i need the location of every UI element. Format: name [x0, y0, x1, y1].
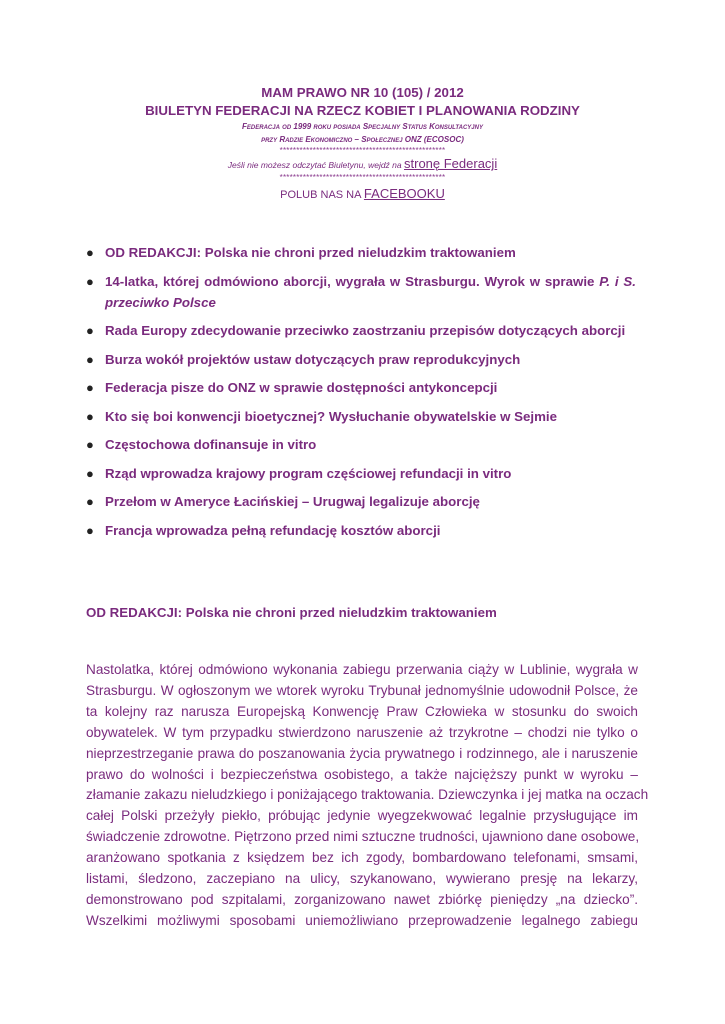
table-of-contents	[86, 242, 636, 548]
bullet-icon: ●	[86, 465, 94, 481]
facebook-link[interactable]: FACEBOOKU	[363, 186, 445, 201]
article-line: prawo do wolności i bezpieczeństwa osobistego, a także najcięższy punkt w wyroku –	[86, 766, 638, 782]
bullet-icon: ●	[86, 323, 94, 338]
article-line: obywatelek. W tym przypadku stwierdzono naruszenie aż trzykrotne – chodzi nie tylko o	[86, 724, 638, 740]
article-line: Wszelkimi możliwymi sposobami uniemożliwiano przeprowadzenie legalnego zabiegu	[86, 912, 638, 928]
toc-item-text: Kto się boi konwencji bioetycznej? Wysłuchanie obywatelskie w Sejmie	[105, 408, 557, 424]
facebook-promo	[0, 185, 725, 204]
toc-item[interactable]	[86, 406, 636, 427]
toc-item-text: OD REDAKCJI: Polska nie chroni przed nieludzkim traktowaniem	[105, 245, 516, 260]
status-line-1: Federacja od 1999 roku posiada Specjalny Status Konsultacyjny	[242, 122, 483, 131]
bulletin-subtitle: BIULETYN FEDERACJI NA RZECZ KOBIET I PLANOWANIA RODZINY	[145, 103, 580, 118]
toc-item-text: Częstochowa dofinansuje in vitro	[105, 437, 317, 452]
article-line: aranżowano spotkania z księdzem bez ich zgody, bombardowano telefonami, smsami,	[86, 850, 638, 866]
bullet-icon: ●	[86, 380, 94, 395]
bullet-icon: ●	[86, 245, 94, 260]
article-line: listami, śledzono, zaczepiano na ulicy, szykanowano, wywierano presję na lekarzy,	[86, 871, 638, 887]
article-line: złamanie zakazu nieludzkiego i poniżającego traktowania. Dziewczynka i jej matka na oczach	[86, 787, 649, 803]
status-line-2: przy Radzie Ekonomiczno – Społecznej ONZ (ECOSOC)	[261, 135, 464, 144]
bullet-icon: ●	[86, 351, 94, 367]
article-line: Strasburgu. W ogłoszonym we wtorek wyroku Trybunał jednomyślnie udowodnił Polsce, że	[86, 682, 638, 698]
facebook-promo-text: POLUB NAS NA	[280, 189, 364, 201]
bulletin-header	[0, 84, 725, 204]
article-line: całej Polski przeżyły piekło, próbując jedynie wyegzekwować legalnie przysługujące im	[86, 808, 638, 824]
bullet-icon: ●	[86, 522, 94, 538]
article-line: świadczenie zdrowotne. Piętrzono przed nimi sztuczne trudności, ujawniono dane osobowe,	[86, 829, 640, 845]
bullet-icon: ●	[86, 408, 94, 424]
bullet-icon: ●	[86, 273, 94, 289]
toc-item[interactable]	[86, 491, 636, 512]
toc-item[interactable]	[86, 242, 636, 263]
article-line: ta kolejny raz narusza Europejską Konwencję Praw Człowieka w stosunku do swoich	[86, 703, 638, 719]
article-line: Nastolatka, której odmówiono wykonania zabiegu przerwania ciąży w Lublinie, wygrała w	[86, 662, 638, 677]
section-heading: OD REDAKCJI: Polska nie chroni przed nieludzkim traktowaniem	[86, 605, 497, 620]
website-note-text: Jeśli nie możesz odczytać Biuletynu, wejdź na	[227, 160, 404, 170]
toc-item-italic: P. i S. przeciwko Polsce	[105, 273, 636, 310]
article-line: demonstrowano pod szpitalami, zorganizowano nawet zbiórkę pieniędzy „na dziecko”.	[86, 891, 638, 907]
article-line: nieprzestrzeganie prawa do poszanowania życia prywatnego i rodzinnego, ale i naruszenie	[86, 745, 638, 761]
bullet-icon: ●	[86, 437, 94, 452]
toc-item-text: 14-latka, której odmówiono aborcji, wygrała w Strasburgu. Wyrok w sprawie	[105, 273, 600, 289]
stars-divider-bottom: **************************************************	[279, 173, 446, 182]
website-note	[0, 156, 725, 173]
stars-divider-top: **************************************************	[279, 146, 446, 155]
article-body	[86, 660, 649, 932]
bulletin-title: MAM PRAWO NR 10 (105) / 2012	[261, 85, 464, 100]
toc-item-text: Rząd wprowadza krajowy program częściowej refundacji in vitro	[105, 465, 512, 481]
toc-item-text: Rada Europy zdecydowanie przeciwko zaostrzaniu przepisów dotyczących aborcji	[105, 323, 626, 338]
federation-website-link[interactable]: stronę Federacji	[404, 156, 498, 171]
toc-item[interactable]	[86, 320, 636, 341]
bullet-icon: ●	[86, 494, 94, 509]
toc-item-text: Przełom w Ameryce Łacińskiej – Urugwaj legalizuje aborcję	[105, 494, 480, 509]
toc-item-text: Federacja pisze do ONZ w sprawie dostępności antykoncepcji	[105, 380, 498, 395]
toc-item[interactable]	[86, 434, 636, 455]
toc-item[interactable]	[86, 271, 636, 313]
toc-item[interactable]	[86, 520, 636, 541]
toc-item-text: Burza wokół projektów ustaw dotyczących praw reprodukcyjnych	[105, 351, 521, 367]
toc-item-text: Francja wprowadza pełną refundację kosztów aborcji	[105, 522, 441, 538]
toc-item[interactable]	[86, 463, 636, 484]
toc-item[interactable]	[86, 377, 636, 398]
toc-item[interactable]	[86, 349, 636, 370]
